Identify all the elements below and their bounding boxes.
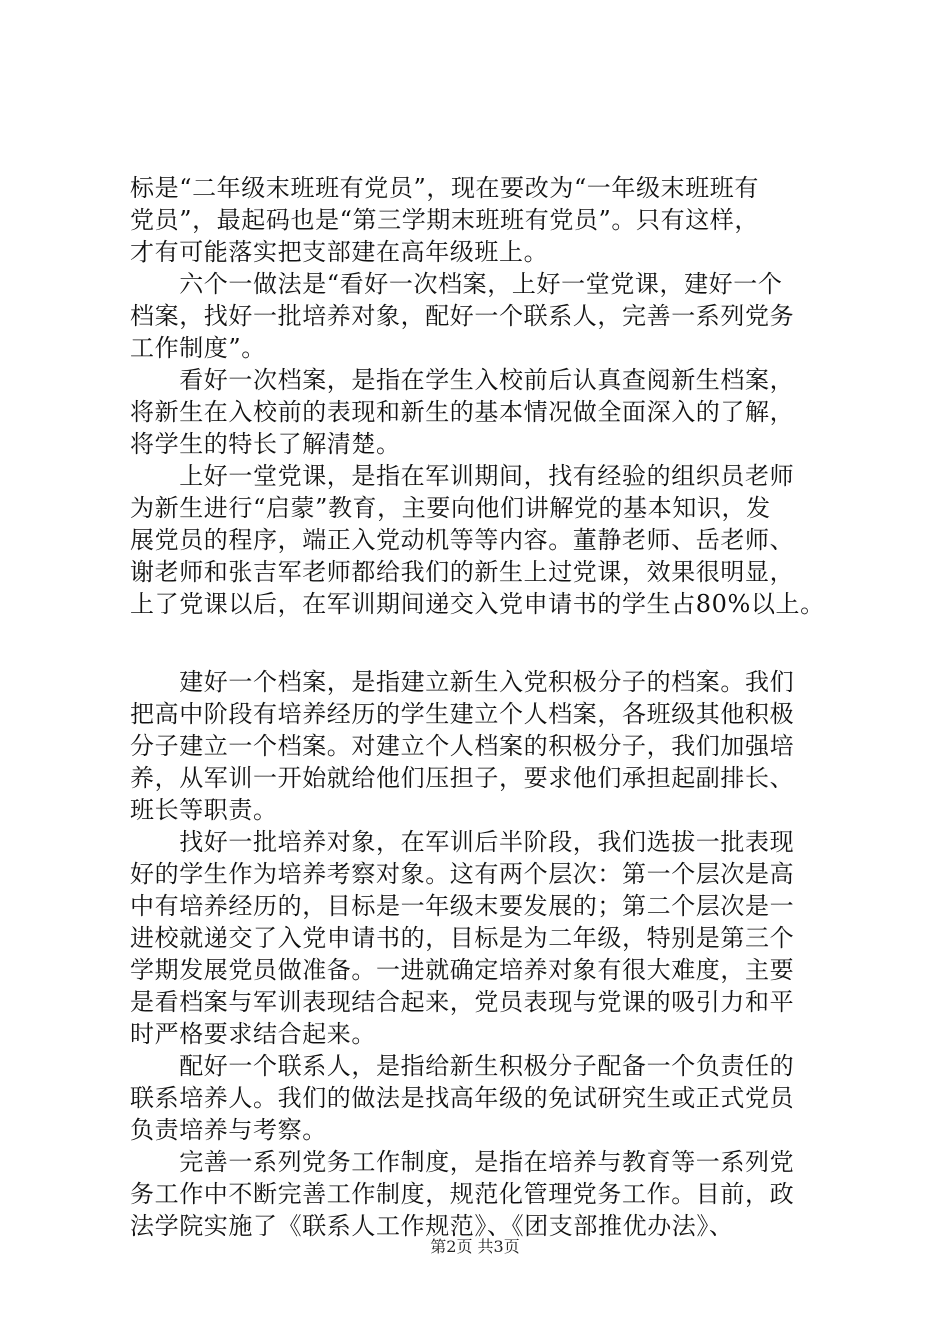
text-line: 工作制度”。 — [130, 334, 266, 362]
text-line: 联系培养人。我们的做法是找高年级的免试研究生或正式党员 — [130, 1084, 795, 1112]
text-line: 谢老师和张吉军老师都给我们的新生上过党课，效果很明显， — [130, 558, 795, 586]
text-line: 档案，找好一批培养对象，配好一个联系人，完善一系列党务 — [130, 302, 795, 330]
text-line: 好的学生作为培养考察对象。这有两个层次：第一个层次是高 — [130, 860, 795, 888]
text-line: 是看档案与军训表现结合起来，党员表现与党课的吸引力和平 — [130, 988, 795, 1016]
text-line: 将新生在入校前的表现和新生的基本情况做全面深入的了解， — [130, 398, 795, 426]
text-line: 法学院实施了《联系人工作规范》、《团支部推优办法》、 — [130, 1212, 734, 1240]
text-line: 上好一堂党课，是指在军训期间，找有经验的组织员老师 — [130, 462, 795, 490]
text-line: 找好一批培养对象，在军训后半阶段，我们选拔一批表现 — [130, 828, 795, 856]
page-footer: 第2页 共3页 — [430, 1237, 520, 1256]
text-line: 中有培养经历的，目标是一年级末要发展的；第二个层次是一 — [130, 892, 795, 920]
text-line: 才有可能落实把支部建在高年级班上。 — [130, 238, 549, 266]
text-line: 养，从军训一开始就给他们压担子，要求他们承担起副排长、 — [130, 764, 795, 792]
text-line: 看好一次档案，是指在学生入校前后认真查阅新生档案， — [130, 366, 795, 394]
text-line: 务工作中不断完善工作制度，规范化管理党务工作。目前，政 — [130, 1180, 795, 1208]
text-line: 负责培养与考察。 — [130, 1116, 327, 1144]
text-line: 把高中阶段有培养经历的学生建立个人档案，各班级其他积极 — [130, 700, 795, 728]
text-line: 六个一做法是“看好一次档案，上好一堂党课，建好一个 — [130, 270, 783, 298]
text-line: 展党员的程序，端正入党动机等等内容。董静老师、岳老师、 — [130, 526, 795, 554]
paragraph-block — [130, 666, 850, 1242]
text-line: 班长等职责。 — [130, 796, 278, 824]
text-line: 时严格要求结合起来。 — [130, 1020, 376, 1048]
text-line: 配好一个联系人，是指给新生积极分子配备一个负责任的 — [130, 1052, 795, 1080]
document-body — [130, 172, 850, 1242]
text-line: 将学生的特长了解清楚。 — [130, 430, 401, 458]
text-line: 标是“二年级末班班有党员”，现在要改为“一年级末班班有 — [130, 174, 760, 202]
text-line: 上了党课以后，在军训期间递交入党申请书的学生占80%以上。 — [130, 590, 825, 618]
paragraph-gap — [130, 620, 850, 666]
paragraph-block — [130, 172, 850, 620]
text-line: 学期发展党员做准备。一进就确定培养对象有很大难度，主要 — [130, 956, 795, 984]
text-line: 完善一系列党务工作制度，是指在培养与教育等一系列党 — [130, 1148, 795, 1176]
text-line: 进校就递交了入党申请书的，目标是为二年级，特别是第三个 — [130, 924, 795, 952]
text-line: 分子建立一个档案。对建立个人档案的积极分子，我们加强培 — [130, 732, 795, 760]
text-line: 建好一个档案，是指建立新生入党积极分子的档案。我们 — [130, 668, 795, 696]
text-line: 党员”，最起码也是“第三学期末班班有党员”。只有这样， — [130, 206, 760, 234]
text-line: 为新生进行“启蒙”教育，主要向他们讲解党的基本知识，发 — [130, 494, 771, 522]
